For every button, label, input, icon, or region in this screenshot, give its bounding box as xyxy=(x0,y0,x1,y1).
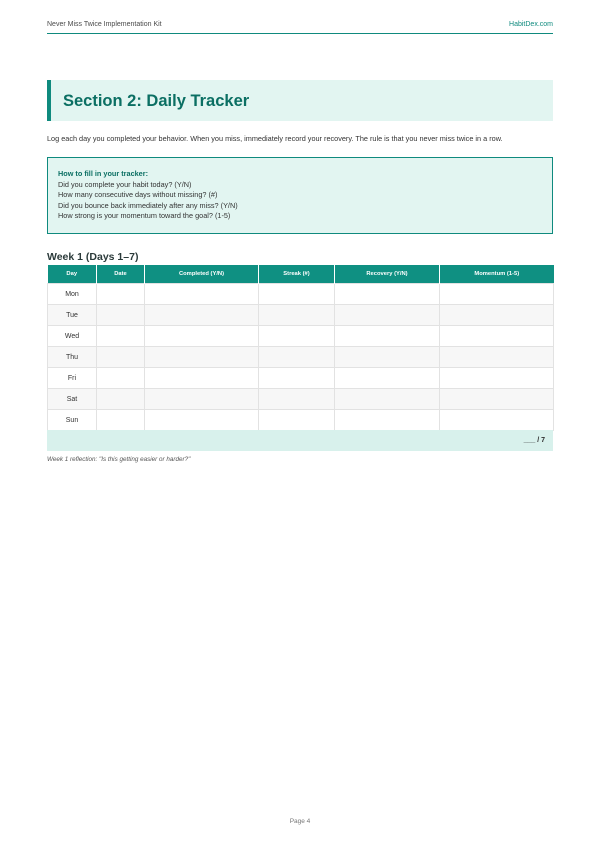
completed-cell[interactable] xyxy=(145,305,259,326)
completed-cell[interactable] xyxy=(145,389,259,410)
date-cell[interactable] xyxy=(97,284,145,305)
tracker-table xyxy=(47,265,554,431)
momentum-cell[interactable] xyxy=(440,389,554,410)
completed-cell[interactable] xyxy=(145,347,259,368)
weekly-total-row xyxy=(47,430,553,451)
table-row xyxy=(48,410,554,431)
intro-paragraph: Log each day you completed your behavior. When you miss, immediately record your recovery. The rule is that you never miss twice in a row. xyxy=(47,134,503,143)
table-row xyxy=(48,347,554,368)
recovery-cell[interactable] xyxy=(335,326,440,347)
completed-cell[interactable] xyxy=(145,368,259,389)
date-cell[interactable] xyxy=(97,410,145,431)
day-cell: Wed xyxy=(48,326,97,347)
date-cell[interactable] xyxy=(97,347,145,368)
recovery-cell[interactable] xyxy=(335,347,440,368)
column-header-day: Day xyxy=(48,265,97,284)
table-row xyxy=(48,389,554,410)
instruction-line: Did you bounce back immediately after any miss? (Y/N) xyxy=(58,200,238,210)
streak-cell[interactable] xyxy=(259,389,335,410)
table-row xyxy=(48,284,554,305)
date-cell[interactable] xyxy=(97,326,145,347)
day-cell: Thu xyxy=(48,347,97,368)
momentum-cell[interactable] xyxy=(440,347,554,368)
instruction-line: How strong is your momentum toward the goal? (1-5) xyxy=(58,211,231,220)
streak-cell[interactable] xyxy=(259,326,335,347)
momentum-cell[interactable] xyxy=(440,326,554,347)
recovery-cell[interactable] xyxy=(335,410,440,431)
momentum-cell[interactable] xyxy=(440,305,554,326)
momentum-cell[interactable] xyxy=(440,284,554,305)
instructions-heading: How to fill in your tracker: xyxy=(58,169,149,178)
brand-link[interactable]: HabitDex.com xyxy=(509,21,553,28)
momentum-cell[interactable] xyxy=(440,368,554,389)
date-cell[interactable] xyxy=(97,389,145,410)
instruction-line: Did you complete your habit today? (Y/N) xyxy=(58,179,192,189)
document-title: Never Miss Twice Implementation Kit xyxy=(47,21,162,28)
day-cell: Fri xyxy=(48,368,97,389)
recovery-cell[interactable] xyxy=(335,389,440,410)
table-row xyxy=(48,368,554,389)
recovery-cell[interactable] xyxy=(335,368,440,389)
page-number: Page 4 xyxy=(289,818,311,825)
streak-cell[interactable] xyxy=(259,305,335,326)
section-banner xyxy=(47,80,553,121)
completed-cell[interactable] xyxy=(145,326,259,347)
completed-cell[interactable] xyxy=(145,410,259,431)
column-header-momentum: Momentum (1-5) xyxy=(440,265,554,284)
week-title: Week 1 (Days 1–7) xyxy=(47,251,139,263)
instructions-box xyxy=(47,157,553,234)
table-header-row xyxy=(48,265,554,284)
date-cell[interactable] xyxy=(97,368,145,389)
table-row xyxy=(48,305,554,326)
day-cell: Mon xyxy=(48,284,97,305)
streak-cell[interactable] xyxy=(259,410,335,431)
recovery-cell[interactable] xyxy=(335,305,440,326)
page-header xyxy=(47,19,553,34)
instruction-line: How many consecutive days without missing? (#) xyxy=(58,190,218,199)
column-header-completed: Completed (Y/N) xyxy=(145,265,259,284)
streak-cell[interactable] xyxy=(259,284,335,305)
streak-cell[interactable] xyxy=(259,347,335,368)
weekly-total[interactable]: ___ / 7 xyxy=(523,437,545,444)
streak-cell[interactable] xyxy=(259,368,335,389)
section-title: Section 2: Daily Tracker xyxy=(63,92,250,110)
week-reflection-prompt: Week 1 reflection: "Is this getting easier or harder?" xyxy=(47,456,191,463)
day-cell: Tue xyxy=(48,305,97,326)
day-cell: Sun xyxy=(48,410,97,431)
recovery-cell[interactable] xyxy=(335,284,440,305)
column-header-streak: Streak (#) xyxy=(259,265,335,284)
column-header-date: Date xyxy=(97,265,145,284)
table-row xyxy=(48,326,554,347)
column-header-recovery: Recovery (Y/N) xyxy=(335,265,440,284)
completed-cell[interactable] xyxy=(145,284,259,305)
momentum-cell[interactable] xyxy=(440,410,554,431)
day-cell: Sat xyxy=(48,389,97,410)
date-cell[interactable] xyxy=(97,305,145,326)
